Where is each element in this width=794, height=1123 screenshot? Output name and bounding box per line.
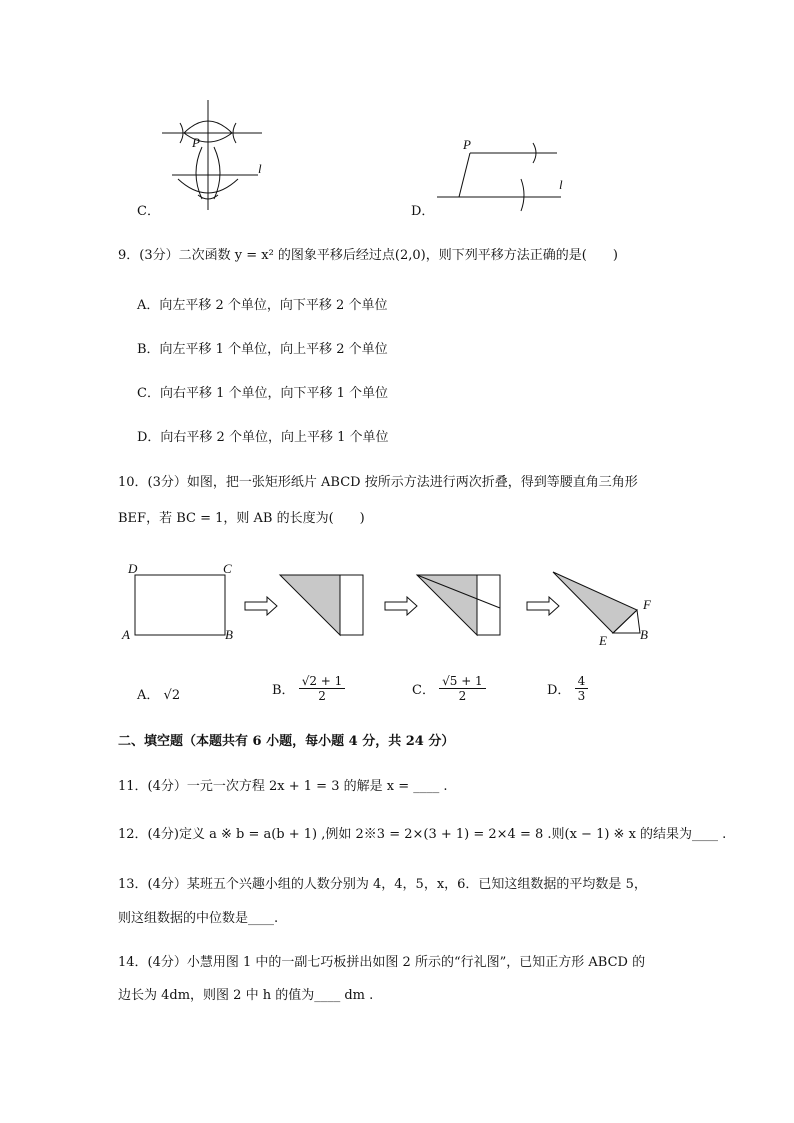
q9-stem: 9．(3分）二次函数 y = x² 的图象平移后经过点(2,0)，则下列平移方法正确的是( ) [118, 248, 618, 263]
q10-label-c: C [223, 561, 232, 576]
q8-c-line-l: l [258, 161, 262, 176]
q14-line1: 14．(4分）小慧用图 1 中的一副七巧板拼出如图 2 所示的“行礼图”，已知正方形 ABCD 的 [118, 955, 646, 970]
q9-option-d[interactable]: D．向右平移 2 个单位，向上平移 1 个单位 [137, 430, 389, 445]
q10-option-b-label: B． [272, 683, 295, 698]
q10-option-c-fraction [439, 674, 486, 703]
fold-arrow-2 [385, 597, 417, 615]
q10-fold-diagram [115, 560, 675, 650]
q10-option-c-numerator: √5 + 1 [439, 674, 486, 689]
q8-d-line-l: l [559, 177, 563, 192]
q10-option-b[interactable] [272, 674, 345, 703]
q10-option-d-denominator: 3 [577, 689, 586, 703]
q10-fold-figure [115, 560, 675, 650]
q10-label-b2: B [640, 627, 648, 642]
fold-arrow-1 [245, 597, 277, 615]
q8-d-construction-diagram [435, 135, 575, 215]
q8-option-c-label[interactable]: C． [137, 204, 160, 219]
q10-option-d-fraction [575, 674, 589, 703]
q8-d-point-p: P [463, 137, 471, 152]
q10-option-a-value: √2 [163, 688, 181, 703]
q10-option-c-label: C． [412, 683, 435, 698]
q8-c-construction-diagram [150, 95, 280, 215]
q10-option-d-label: D． [547, 683, 571, 698]
q10-option-d-numerator: 4 [575, 674, 589, 689]
q10-option-c[interactable] [412, 674, 486, 703]
q9-option-a[interactable]: A．向左平移 2 个单位，向下平移 2 个单位 [137, 298, 388, 313]
q9-option-c[interactable]: C．向右平移 1 个单位，向下平移 1 个单位 [137, 386, 389, 401]
q10-label-d: D [128, 561, 138, 576]
q10-stem-line1: 10．(3分）如图，把一张矩形纸片 ABCD 按所示方法进行两次折叠，得到等腰直角三角形 [118, 475, 638, 490]
q10-label-e: E [599, 633, 607, 648]
q8-c-point-p: P [192, 135, 200, 150]
q10-option-b-numerator: √2 + 1 [299, 674, 346, 689]
q10-label-f: F [643, 597, 651, 612]
q10-option-c-denominator: 2 [458, 689, 467, 703]
q10-option-a-label: A． [137, 688, 160, 703]
q10-stem-line2: BEF，若 BC = 1，则 AB 的长度为( ) [118, 511, 365, 526]
q8-option-d-label[interactable]: D． [411, 204, 435, 219]
q10-option-b-denominator: 2 [318, 689, 326, 703]
section2-heading: 二、填空题（本题共有 6 小题，每小题 4 分，共 24 分） [118, 734, 455, 749]
q10-option-b-fraction [299, 674, 346, 703]
rectangle-abcd [135, 575, 225, 635]
q10-option-d[interactable] [547, 674, 588, 703]
q10-label-b: B [225, 627, 233, 642]
q11-text: 11．(4分）一元一次方程 2x + 1 = 3 的解是 x = ____ . [118, 779, 448, 794]
fold-arrow-3 [527, 597, 559, 615]
q14-line2: 边长为 4dm，则图 2 中 h 的值为____ dm . [118, 988, 374, 1003]
q8-option-d-figure [435, 135, 575, 215]
q13-line1: 13．(4分）某班五个兴趣小组的人数分别为 4，4，5，x，6．已知这组数据的平均数是 5， [118, 877, 647, 892]
q12-text: 12．(4分)定义 a ※ b = a(b + 1) ,例如 2※3 = 2×(3 + 1) = 2×4 = 8 .则(x − 1) ※ x 的结果为____ . [118, 827, 727, 842]
q9-option-b[interactable]: B．向左平移 1 个单位，向上平移 2 个单位 [137, 342, 388, 357]
q10-option-a[interactable] [137, 684, 180, 703]
q13-line2: 则这组数据的中位数是____. [118, 911, 279, 926]
q8-option-c-figure [150, 95, 280, 215]
q10-label-a: A [122, 627, 130, 642]
